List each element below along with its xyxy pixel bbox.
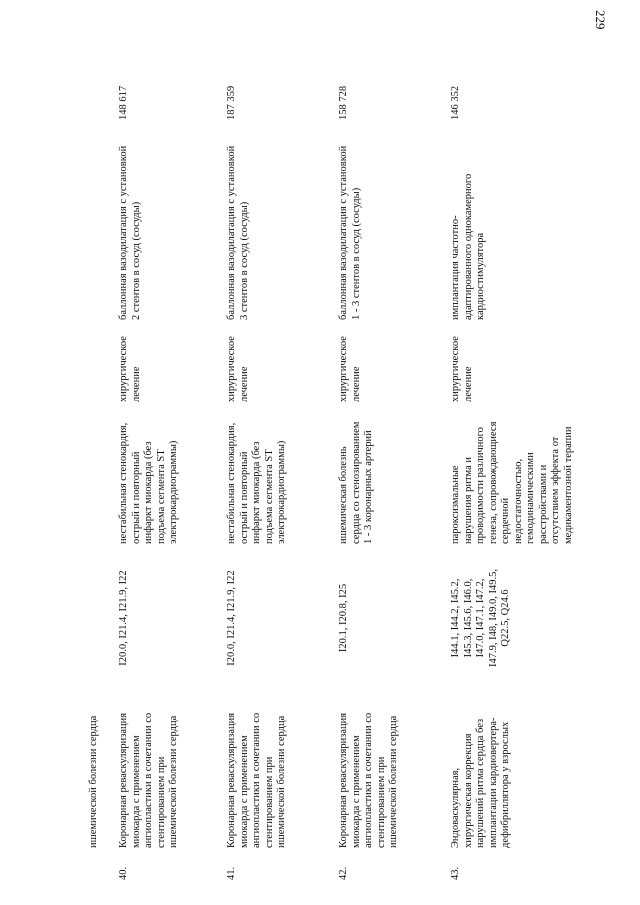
row-norm: 146 352 <box>450 85 461 120</box>
row-number: 40. <box>118 866 129 880</box>
row-method: баллонная вазодилатация с установкой 3 стентов в сосуд (сосуды) <box>226 145 250 320</box>
row-codes: I44.1, I44.2, I45.2, I45.3, I45.6, I46.0, I47.0, I47.1, I47.2, I47.9, I48, I49.0, I49.5, Q22.5, Q24.6 <box>450 569 511 667</box>
row-method: имплантация частотно-адаптированного однокамерного кардиостимулятора <box>450 173 486 320</box>
row-norm: 158 728 <box>338 85 349 120</box>
row-number: 42. <box>338 866 349 880</box>
row-diagnosis: нестабильная стенокардия, острый и повторный инфаркт миокарда (без подъема сегмента ST электрокардиограммы) <box>226 422 287 544</box>
row-norm: 187 359 <box>226 85 237 120</box>
row-codes: I20.0, I21.4, I21.9, I22 <box>118 570 129 666</box>
page-number: 229 <box>593 10 608 30</box>
row-name: Эндоваскулярная, хирургическая коррекция нарушений ритма сердца без имплантации кардиовертера-дефибриллятора у взрослых <box>450 717 511 848</box>
row-codes: I20.1, I20.8, I25 <box>338 583 349 653</box>
row-codes: I20.0, I21.4, I21.9, I22 <box>226 570 237 666</box>
row-number: 43. <box>450 866 461 880</box>
row-norm: 148 617 <box>118 85 129 120</box>
row-diagnosis: пароксизмальные нарушения ритма и проводимости различного генеза, сопровождающиеся сердечной недостаточностью, гемодинамическими расстройствами и отсутствием эффекта от медикаментозной терапии <box>450 421 574 544</box>
row-number: 41. <box>226 866 237 880</box>
row-treatment: хирургическое лечение <box>226 336 250 402</box>
row-name: Коронарная реваскуляризация миокарда с применением ангиопластики в сочетании со стентированием при ишемической болезни сердца <box>118 712 179 848</box>
row-name: Коронарная реваскуляризация миокарда с применением ангиопластики в сочетании со стентированием при ишемической болезни сердца <box>226 712 287 848</box>
row-treatment: хирургическое лечение <box>450 336 474 402</box>
row-name: Коронарная реваскуляризация миокарда с применением ангиопластики в сочетании со стентированием при ишемической болезни сердца <box>338 712 399 848</box>
row-treatment: хирургическое лечение <box>118 336 142 402</box>
row-diagnosis: ишемическая болезнь сердца со стенозированием 1 - 3 коронарных артерий <box>338 421 374 544</box>
row-method: баллонная вазодилатация с установкой 2 стентов в сосуд (сосуды) <box>118 145 142 320</box>
row-treatment: хирургическое лечение <box>338 336 362 402</box>
rotated-table <box>88 40 608 880</box>
continuation-text: ишемической болезни сердца <box>88 715 99 848</box>
row-method: баллонная вазодилатация с установкой 1 - 3 стентов в сосуд (сосуды) <box>338 145 362 320</box>
row-diagnosis: нестабильная стенокардия, острый и повторный инфаркт миокарда (без подъема сегмента ST электрокардиограммы) <box>118 422 179 544</box>
